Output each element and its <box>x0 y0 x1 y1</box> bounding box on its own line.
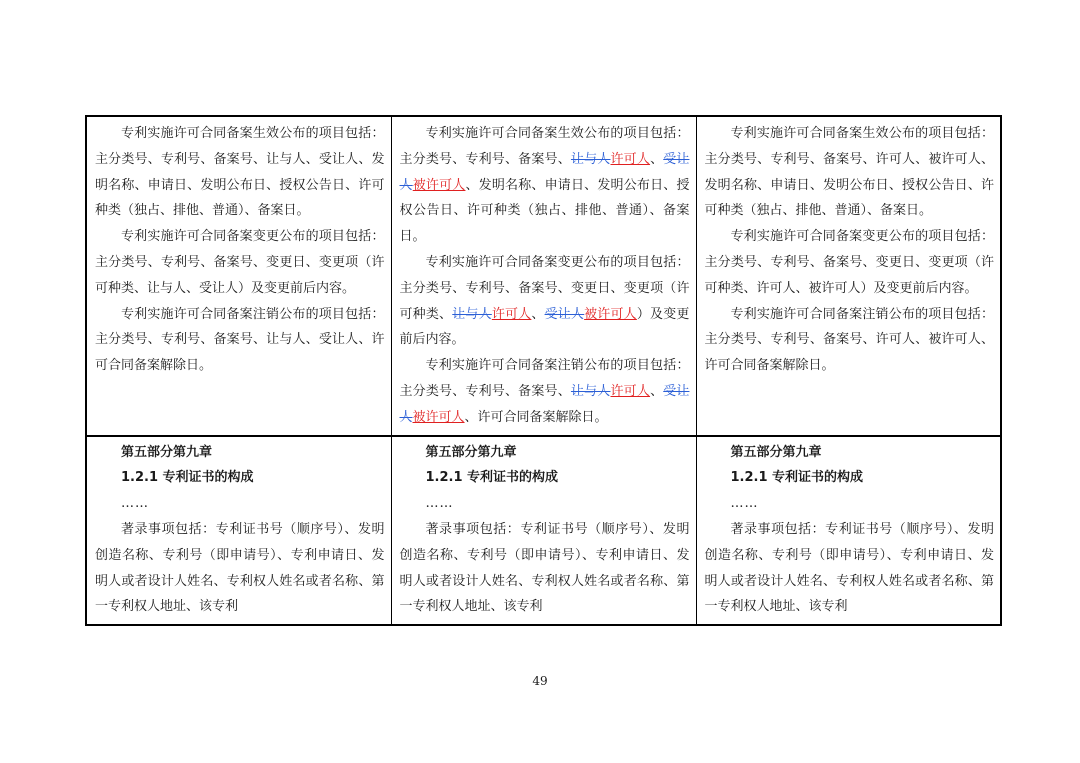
comparison-table <box>85 115 1002 626</box>
revised-effective-items: 专利实施许可合同备案生效公布的项目包括：主分类号、专利号、备案号、许可人、被许可人、发明名称、申请日、发明公布日、授权公告日、许可种类（独占、排他、普通）、备案日。 <box>704 126 994 219</box>
cell-original-text <box>86 116 391 436</box>
chapter-title: 第五部分第九章 <box>425 444 517 460</box>
inserted-text: 许可人 <box>610 151 651 167</box>
inserted-text: 被许可人 <box>584 306 637 322</box>
chapter-title: 第五部分第九章 <box>730 444 822 460</box>
tracked-cancel-items: 专利实施许可合同备案注销公布的项目包括：主分类号、专利号、备案号、让与人许可人、受让人被许可人、许可合同备案解除日。 <box>399 358 690 425</box>
tracked-effective-items: 专利实施许可合同备案生效公布的项目包括：主分类号、专利号、备案号、让与人许可人、受让人被许可人、发明名称、申请日、发明公布日、授权公告日、许可种类（独占、排他、普通）、备案日。 <box>399 126 690 245</box>
cell-tracked-changes <box>391 116 696 436</box>
chapter-title: 第五部分第九章 <box>121 444 213 460</box>
page-number: 49 <box>532 674 548 688</box>
section-body: 著录事项包括：专利证书号（顺序号）、发明创造名称、专利号（即申请号）、专利申请日、发明人或者设计人姓名、专利权人姓名或者名称、第一专利权人地址、该专利 <box>399 521 690 615</box>
ellipsis: …… <box>425 496 454 512</box>
ellipsis: …… <box>730 496 759 512</box>
original-change-items: 专利实施许可合同备案变更公布的项目包括：主分类号、专利号、备案号、变更日、变更项（许可种类、让与人、受让人）及变更前后内容。 <box>95 229 385 296</box>
cell-revised-section <box>696 436 1001 626</box>
deleted-text: 受让人 <box>399 383 690 425</box>
deleted-text: 让与人 <box>452 306 492 322</box>
deleted-text: 受让人 <box>544 306 585 322</box>
table-row-publication-items <box>86 116 1001 436</box>
cell-original-section <box>86 436 391 626</box>
section-heading: 1.2.1 专利证书的构成 <box>730 470 864 486</box>
deleted-text: 受让人 <box>399 151 690 193</box>
section-heading: 1.2.1 专利证书的构成 <box>121 470 254 486</box>
original-effective-items: 专利实施许可合同备案生效公布的项目包括：主分类号、专利号、备案号、让与人、受让人、发明名称、申请日、发明公布日、授权公告日、许可种类（独占、排他、普通）、备案日。 <box>95 126 385 219</box>
cell-revised-text <box>696 116 1001 436</box>
ellipsis: …… <box>121 496 149 512</box>
inserted-text: 许可人 <box>610 383 651 399</box>
inserted-text: 被许可人 <box>412 177 466 193</box>
section-heading: 1.2.1 专利证书的构成 <box>425 470 559 486</box>
inserted-text: 许可人 <box>491 306 532 322</box>
revised-cancel-items: 专利实施许可合同备案注销公布的项目包括：主分类号、专利号、备案号、许可人、被许可人、许可合同备案解除日。 <box>704 306 994 374</box>
cell-tracked-section <box>391 436 696 626</box>
deleted-text: 让与人 <box>570 151 611 167</box>
original-cancel-items: 专利实施许可合同备案注销公布的项目包括：主分类号、专利号、备案号、让与人、受让人、许可合同备案解除日。 <box>95 306 385 374</box>
table-row-certificate-section <box>86 436 1001 626</box>
deleted-text: 让与人 <box>570 383 611 399</box>
inserted-text: 被许可人 <box>412 409 465 425</box>
revised-change-items: 专利实施许可合同备案变更公布的项目包括：主分类号、专利号、备案号、变更日、变更项（许可种类、许可人、被许可人）及变更前后内容。 <box>704 229 994 296</box>
section-body: 著录事项包括：专利证书号（顺序号）、发明创造名称、专利号（即申请号）、专利申请日、发明人或者设计人姓名、专利权人姓名或者名称、第一专利权人地址、该专利 <box>95 521 385 615</box>
section-body: 著录事项包括：专利证书号（顺序号）、发明创造名称、专利号（即申请号）、专利申请日、发明人或者设计人姓名、专利权人姓名或者名称、第一专利权人地址、该专利 <box>704 521 994 615</box>
tracked-change-items: 专利实施许可合同备案变更公布的项目包括：主分类号、专利号、备案号、变更日、变更项（许可种类、让与人许可人、受让人被许可人）及变更前后内容。 <box>399 254 690 348</box>
